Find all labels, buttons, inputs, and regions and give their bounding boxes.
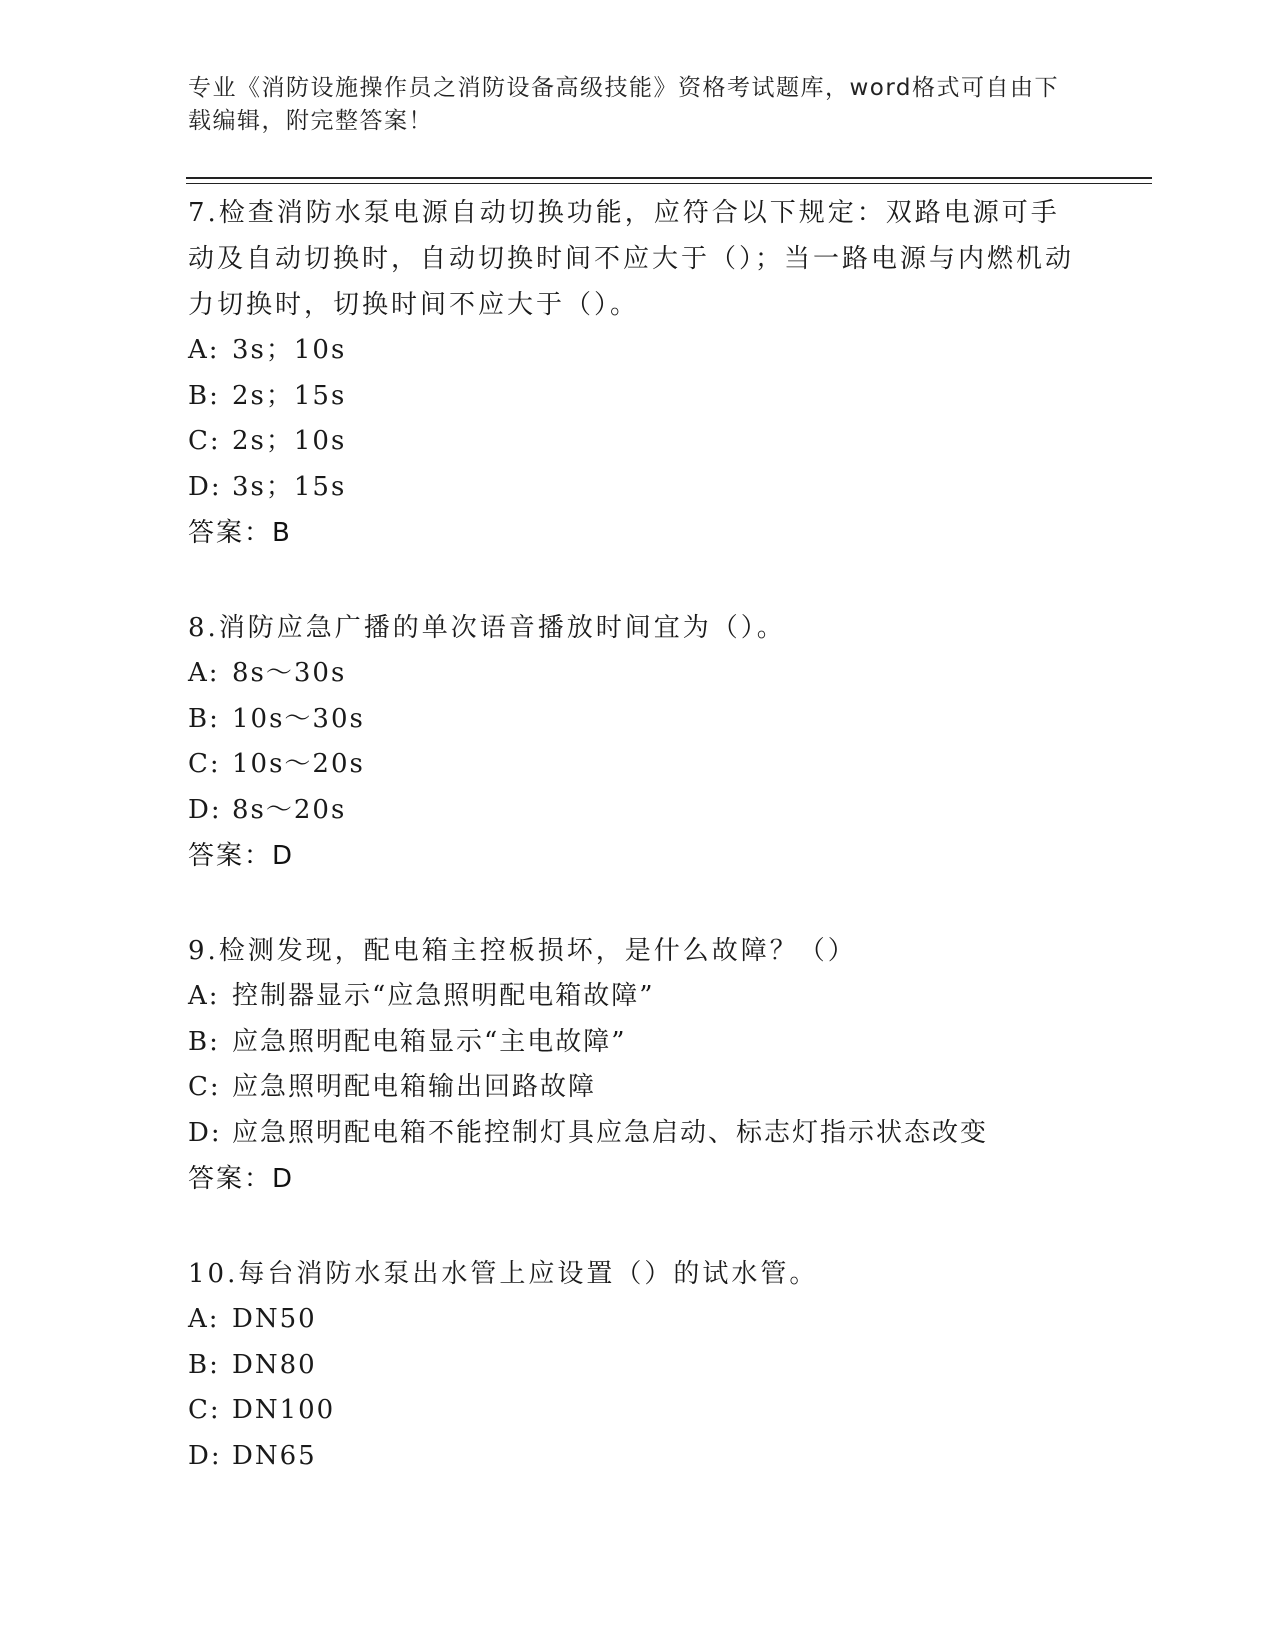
option-b [188, 374, 1088, 420]
option-letter: C: [188, 1072, 221, 1102]
answer-line: 答案：D [188, 841, 295, 871]
question-stem: 7.检查消防水泵电源自动切换功能，应符合以下规定：双路电源可手动及自动切换时，自动切换时间不应大于（）；当一路电源与内燃机动力切换时，切换时间不应大于（）。 [188, 198, 1075, 320]
option-b [188, 697, 1088, 743]
option-letter: C: [188, 749, 221, 779]
option-c [188, 419, 1088, 465]
option-d [188, 788, 1088, 834]
option-b [188, 1343, 1088, 1389]
option-letter: C: [188, 1395, 221, 1425]
option-text: 应急照明配电箱不能控制灯具应急启动、标志灯指示状态改变 [232, 1117, 989, 1148]
option-letter: D: [188, 1440, 222, 1471]
option-a [188, 1297, 1088, 1343]
option-text: DN65 [232, 1440, 317, 1471]
answer-line: 答案：D [188, 1164, 295, 1194]
option-text: 应急照明配电箱输出回路故障 [232, 1072, 597, 1102]
option-text: DN80 [232, 1349, 317, 1380]
header-line-1: 专业《消防设施操作员之消防设备高级技能》资格考试题库，word格式可自由下 [188, 75, 1060, 101]
option-c [188, 742, 1088, 788]
question-10 [188, 1251, 1088, 1479]
option-letter: B: [188, 1026, 220, 1057]
option-text: DN50 [232, 1304, 317, 1334]
answer-line: 答案：B [188, 518, 292, 548]
option-text: 10s～30s [232, 703, 365, 734]
option-letter: A: [188, 1304, 220, 1334]
header-divider-thin [186, 183, 1152, 184]
option-letter: D: [188, 794, 222, 825]
option-a [188, 328, 1088, 374]
option-text: 3s；10s [232, 335, 347, 365]
option-text: 8s～30s [232, 658, 347, 688]
option-letter: B: [188, 1349, 220, 1380]
option-a [188, 651, 1088, 697]
option-text: 2s；10s [232, 426, 347, 456]
option-letter: A: [188, 981, 220, 1011]
option-letter: B: [188, 703, 220, 734]
question-9 [188, 928, 1088, 1202]
option-letter: A: [188, 335, 220, 365]
option-b [188, 1020, 1088, 1066]
option-d [188, 1111, 1088, 1157]
question-stem: 9.检测发现，配电箱主控板损坏，是什么故障？（） [188, 936, 857, 966]
header-line-2: 载编辑，附完整答案！ [188, 108, 433, 134]
option-text: 应急照明配电箱显示“主电故障” [232, 1026, 627, 1057]
question-7 [188, 190, 1088, 556]
option-c [188, 1065, 1088, 1111]
document-header [188, 72, 1068, 138]
option-text: 3s；15s [232, 471, 347, 502]
option-letter: A: [188, 658, 220, 688]
option-letter: C: [188, 426, 221, 456]
option-a [188, 974, 1088, 1020]
option-letter: D: [188, 471, 222, 502]
question-stem: 10.每台消防水泵出水管上应设置（）的试水管。 [188, 1259, 819, 1289]
option-text: 10s～20s [232, 749, 365, 779]
option-letter: D: [188, 1117, 222, 1148]
option-text: 8s～20s [232, 794, 347, 825]
option-d [188, 465, 1088, 511]
option-text: 2s；15s [232, 380, 347, 411]
option-text: DN100 [232, 1395, 336, 1425]
question-8 [188, 605, 1088, 879]
question-stem: 8.消防应急广播的单次语音播放时间宜为（）。 [188, 613, 786, 643]
header-divider-thick [186, 177, 1152, 179]
question-list [188, 190, 1088, 1528]
option-text: 控制器显示“应急照明配电箱故障” [232, 981, 655, 1011]
option-letter: B: [188, 380, 220, 411]
option-d [188, 1434, 1088, 1480]
option-c [188, 1388, 1088, 1434]
